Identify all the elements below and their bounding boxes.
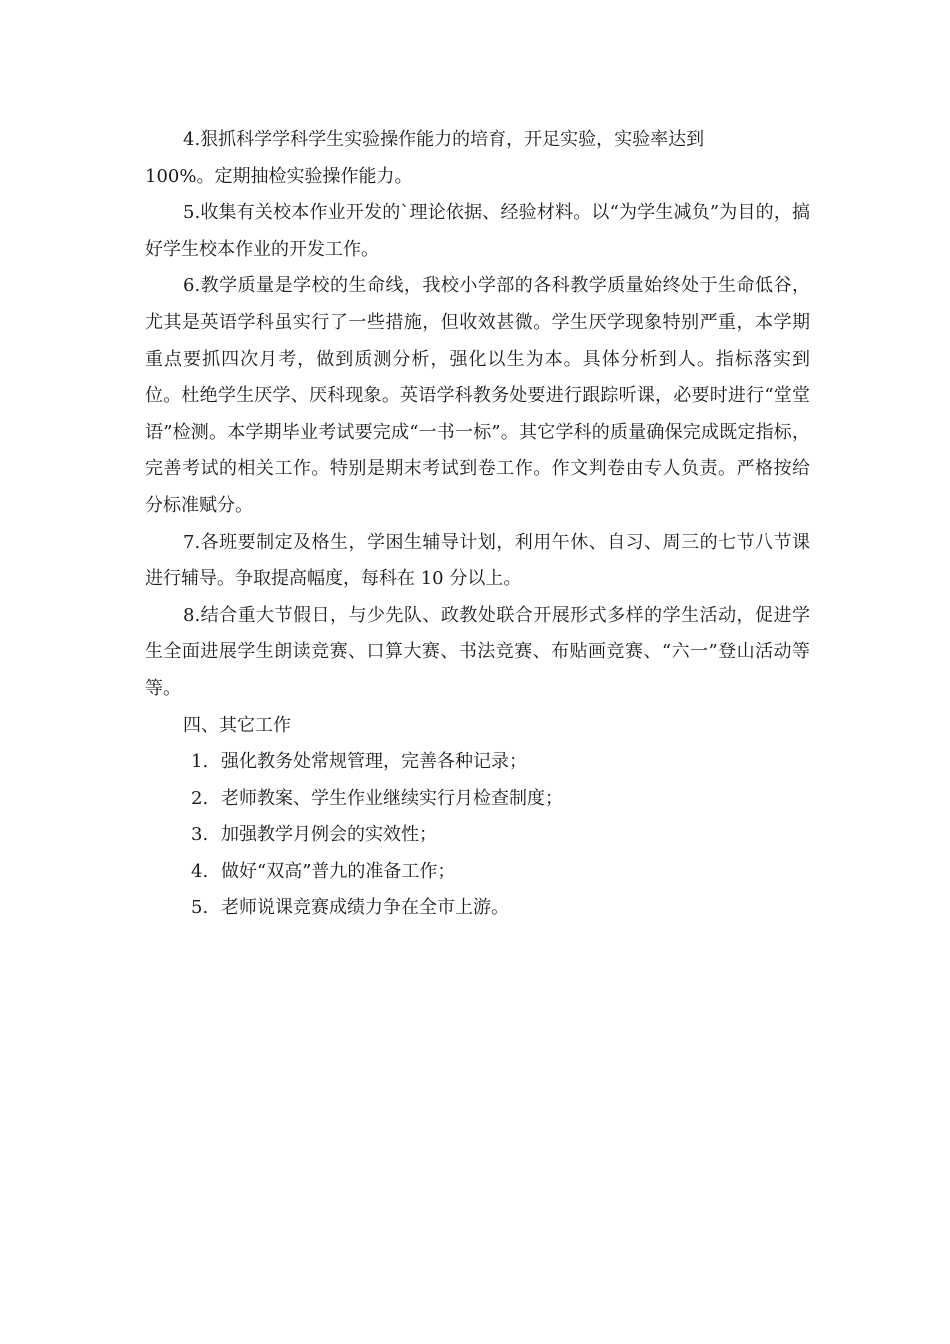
list-item-number: 1. <box>191 751 209 773</box>
list-item-number: 3. <box>191 824 209 846</box>
list-item-text: 加强教学月例会的实效性； <box>221 824 437 846</box>
list-item-number: 2. <box>191 787 209 809</box>
section-heading: 四、其它工作 <box>183 714 291 736</box>
paragraph-item-5: 5.收集有关校本作业开发的`理论依据、经验材料。以“为学生减负”为目的，搞好学生校本作业的开发工作。 <box>145 202 810 260</box>
list-item-2 <box>145 781 810 818</box>
paragraph-item-8: 8.结合重大节假日，与少先队、政教处联合开展形式多样的学生活动，促进学生全面进展学生朗读竞赛、口算大赛、书法竞赛、布贴画竞赛、“六一”登山活动等等。 <box>145 604 810 699</box>
list-item-text: 老师说课竞赛成绩力争在全市上游。 <box>221 897 509 919</box>
list-item-3 <box>145 817 810 854</box>
document-body <box>145 122 810 927</box>
list-item-1 <box>145 744 810 781</box>
list-item-text: 老师教案、学生作业继续实行月检查制度； <box>221 787 563 809</box>
list-item-text: 强化教务处常规管理，完善各种记录； <box>221 751 527 773</box>
paragraph-item-4 <box>145 122 810 195</box>
paragraph-item-4-line-1: 4.狠抓科学学科学生实验操作能力的培育，开足实验，实验率达到 <box>183 129 705 150</box>
list-item-text: 做好“双高”普九的准备工作； <box>221 860 456 882</box>
list-item-5 <box>145 890 810 927</box>
paragraph-item-6: 6.教学质量是学校的生命线，我校小学部的各科教学质量始终处于生命低谷，尤其是英语学科虽实行了一些措施，但收效甚微。学生厌学现象特别严重，本学期重点要抓四次月考，做到质测分析，强化以生为本。具体分析到人。指标落实到位。杜绝学生厌学、厌科现象。英语学科教务处要进行跟踪听课，必要时进行“堂堂语”检测。本学期毕业考试要完成“一书一标”。其它学科的质量确保完成既定指标，完善考试的相关工作。特别是期末考试到卷工作。作文判卷由专人负责。严格按给分标准赋分。 <box>145 275 810 516</box>
list-item-number: 5. <box>191 897 209 919</box>
list-item-4 <box>145 854 810 891</box>
paragraph-item-4-line-2: 100%。定期抽检实验操作能力。 <box>145 165 413 187</box>
paragraph-item-7: 7.各班要制定及格生，学困生辅导计划，利用午休、自习、周三的七节八节课进行辅导。争取提高幅度，每科在 10 分以上。 <box>145 531 810 590</box>
list-item-number: 4. <box>191 860 209 882</box>
